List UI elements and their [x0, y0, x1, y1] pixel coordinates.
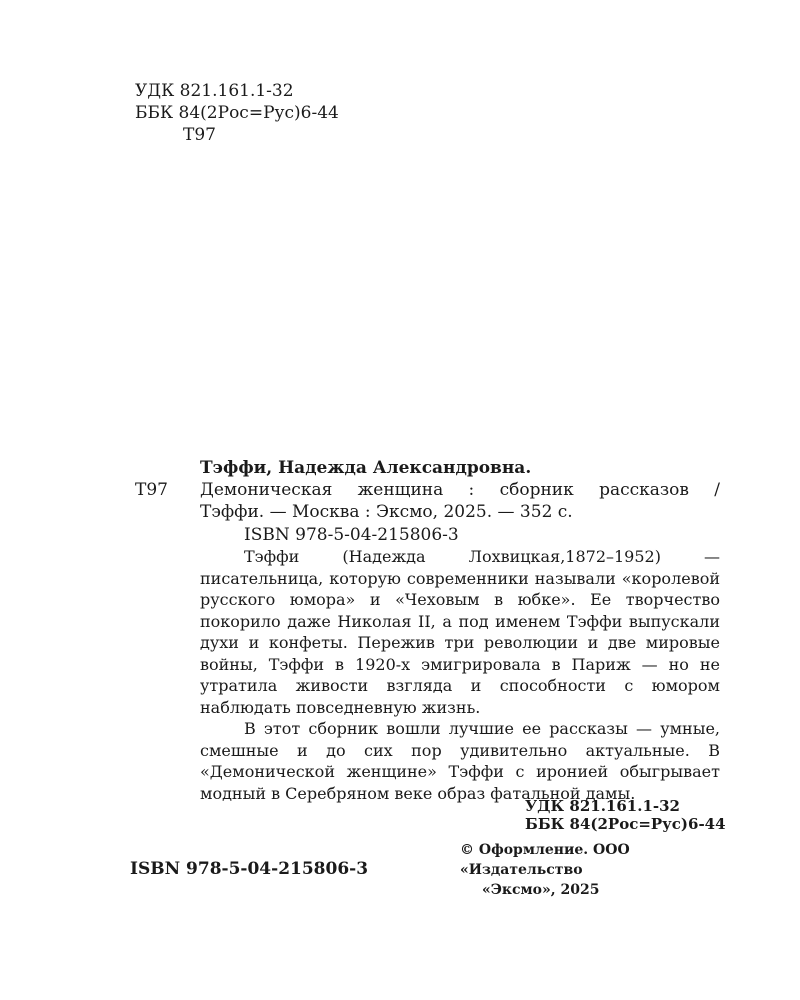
copyright-line-1: © Оформление. ООО «Издательство: [460, 842, 630, 878]
annotation-paragraph-1: Тэффи (Надежда Лохвицкая,1872–1952) — писательница, которую современники называли «королевой русского юмора» и «Чеховым в юбке». Ее творчество покорило даже Николая II, а под именем Тэффи выпускали духи и конфеты. Пережив три революции и две мировые войны, Тэффи в 1920-х эмигрировала в Париж — но не утратила живости взгляда и способности с юмором наблюдать повседневную жизнь.: [200, 547, 720, 717]
footer-isbn: ISBN 978-5-04-215806-3: [130, 859, 369, 879]
header-udk: УДК 821.161.1-32: [135, 81, 294, 101]
annotation-paragraph-2: В этот сборник вошли лучшие ее рассказы — умные, смешные и до сих пор удивительно актуальные. В «Демонической женщине» Тэффи с иронией обыгрывает модный в Серебряном веке образ фатальной дамы.: [200, 719, 720, 803]
header-author-code: Т97: [183, 125, 216, 145]
catalog-entry-heading-block: [200, 457, 720, 479]
bib-line: Тэффи. — Москва : Эксмо, 2025. — 352 с.: [200, 502, 573, 522]
copyright-notice: [460, 840, 730, 900]
bib-line: Демоническая женщина : сборник рассказов /: [200, 480, 720, 500]
annotation: [200, 546, 720, 804]
entry-heading: Тэффи, Надежда Александровна.: [200, 458, 532, 478]
bibliographic-description: [200, 479, 720, 523]
classification-udk: УДК 821.161.1-32: [525, 797, 680, 815]
entry-author-code: Т97: [135, 480, 168, 500]
classification-bbk: ББК 84(2Рос=Рус)6-44: [525, 815, 726, 833]
copyright-line-2: «Эксмо», 2025: [482, 882, 600, 898]
entry-isbn: ISBN 978-5-04-215806-3: [244, 525, 459, 545]
header-bbk: ББК 84(2Рос=Рус)6-44: [135, 103, 339, 123]
